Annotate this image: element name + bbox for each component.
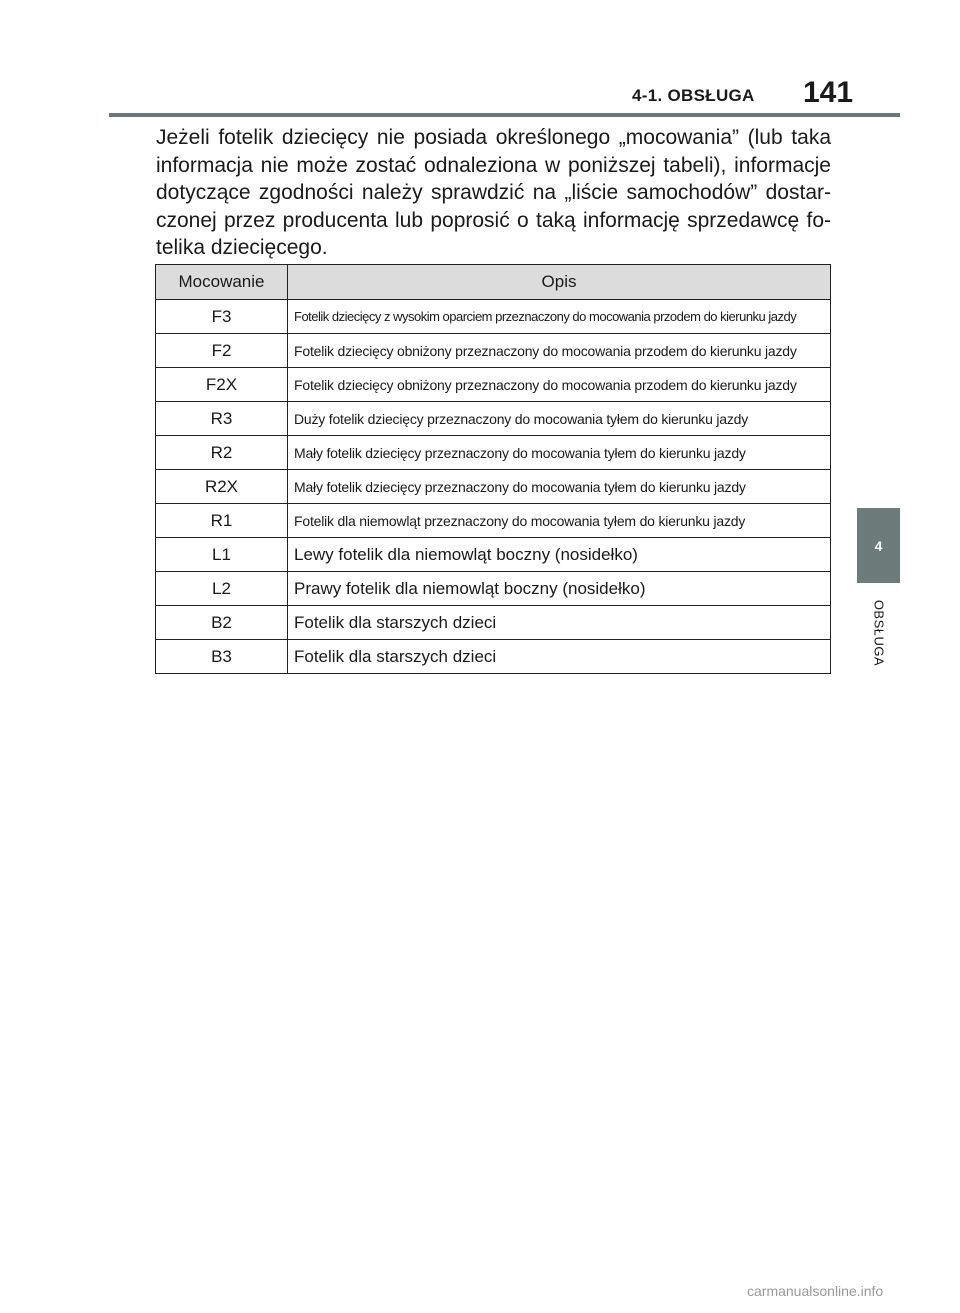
fixture-code: B2 [156, 606, 288, 640]
fixture-description: Fotelik dziecięcy z wysokim oparciem przeznaczony do mocowania przodem do kierunku jazdy [288, 300, 831, 334]
table-header-row [156, 265, 831, 300]
fixture-code: F2 [156, 334, 288, 368]
section-title: 4-1. OBSŁUGA [632, 86, 755, 105]
fixture-description: Prawy fotelik dla niemowląt boczny (nosidełko) [288, 572, 831, 606]
fixture-code: L2 [156, 572, 288, 606]
table-row [156, 368, 831, 402]
fixture-description: Lewy fotelik dla niemowląt boczny (nosidełko) [288, 538, 831, 572]
child-seat-table [155, 264, 831, 674]
fixture-description: Fotelik dla starszych dzieci [288, 606, 831, 640]
fixture-code: F2X [156, 368, 288, 402]
fixture-code: R3 [156, 402, 288, 436]
table-row [156, 470, 831, 504]
chapter-number: 4 [874, 537, 883, 554]
fixture-code: R2 [156, 436, 288, 470]
watermark: carmanualsonline.info [747, 1283, 884, 1299]
header-rule [109, 113, 900, 117]
fixture-code: F3 [156, 300, 288, 334]
table-row [156, 640, 831, 674]
fixture-description: Duży fotelik dziecięcy przeznaczony do mocowania tyłem do kierunku jazdy [288, 402, 831, 436]
fixture-code: B3 [156, 640, 288, 674]
intro-paragraph: Jeżeli fotelik dziecięcy nie posiada określonego „mocowania” (lub taka informacja nie może zostać odnaleziona w poniższej tabeli), informacje dotyczące zgodności należy sprawdzić na „liście samochodów” dostar-czonej przez producenta lub poprosić o taką informację sprzedawcę fo-telika dziecięcego. [156, 126, 831, 259]
column-header-opis: Opis [288, 265, 831, 300]
column-header-mocowanie: Mocowanie [156, 265, 288, 300]
fixture-code: R2X [156, 470, 288, 504]
fixture-code: L1 [156, 538, 288, 572]
page-number: 141 [803, 76, 854, 109]
table-row [156, 572, 831, 606]
table-row [156, 606, 831, 640]
fixture-description: Mały fotelik dziecięcy przeznaczony do mocowania tyłem do kierunku jazdy [288, 436, 831, 470]
fixture-code: R1 [156, 504, 288, 538]
table-row [156, 334, 831, 368]
fixture-description: Fotelik dziecięcy obniżony przeznaczony do mocowania przodem do kierunku jazdy [288, 334, 831, 368]
fixture-description: Fotelik dziecięcy obniżony przeznaczony do mocowania przodem do kierunku jazdy [288, 368, 831, 402]
fixture-description: Mały fotelik dziecięcy przeznaczony do mocowania tyłem do kierunku jazdy [288, 470, 831, 504]
table-row [156, 300, 831, 334]
table-row [156, 436, 831, 470]
chapter-label: OBSŁUGA [871, 599, 887, 667]
fixture-description: Fotelik dla starszych dzieci [288, 640, 831, 674]
table-row [156, 402, 831, 436]
table-row [156, 504, 831, 538]
fixture-description: Fotelik dla niemowląt przeznaczony do mocowania tyłem do kierunku jazdy [288, 504, 831, 538]
chapter-tab [857, 508, 900, 583]
table-row [156, 538, 831, 572]
